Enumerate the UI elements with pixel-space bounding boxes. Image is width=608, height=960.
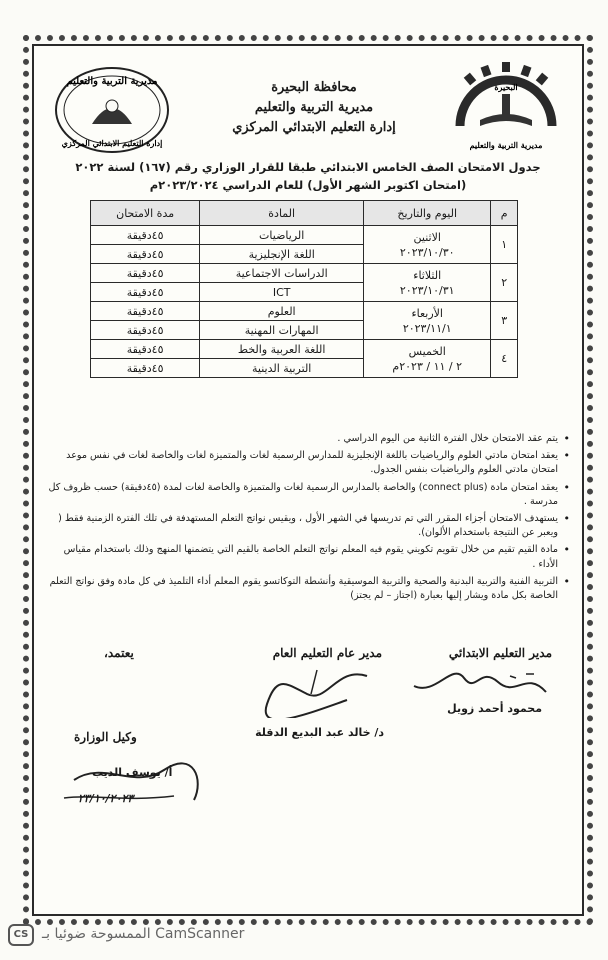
row-number: ٢ <box>491 264 518 302</box>
header-duration: مدة الامتحان <box>91 201 200 226</box>
row-number: ١ <box>491 226 518 264</box>
row-subject: اللغة الإنجليزية <box>200 245 364 264</box>
row-duration: ٤٥دقيقة <box>91 283 200 302</box>
row-duration: ٤٥دقيقة <box>91 264 200 283</box>
row-subject: الدراسات الاجتماعية <box>200 264 364 283</box>
row-date: ٢٠٢٣/١١/١ <box>402 321 452 335</box>
scanner-footer <box>8 920 308 950</box>
row-subject: التربية الدينية <box>200 359 364 378</box>
notes-list <box>48 432 570 606</box>
row-day-date <box>364 302 491 340</box>
row-duration: ٤٥دقيقة <box>91 302 200 321</box>
row-date: ٢٠٢٣/١٠/٣١ <box>399 283 455 297</box>
logo-left-line1: مديرية التربية والتعليم <box>66 76 158 87</box>
row-number: ٣ <box>491 302 518 340</box>
header-number: م <box>491 201 518 226</box>
row-day: الأربعاء <box>411 306 443 320</box>
camscanner-logo-icon: CS <box>8 924 34 946</box>
row-subject: العلوم <box>200 302 364 321</box>
primary-director-signature <box>406 664 556 704</box>
note-item: • يعقد امتحان مادة (connect plus) والخاصة بالمدارس الرسمية لغات والمتميزة والخاصة لغات لمدة (٤٥دقيقة) حسب ظروف كل مدرسة . <box>48 481 570 509</box>
row-date: ٢ / ١١ / ٢٠٢٣م <box>392 359 463 373</box>
row-subject: الرياضيات <box>200 226 364 245</box>
table-row <box>91 226 518 245</box>
general-director-name: د/ خالد عبد البديع الدقلة <box>255 726 384 739</box>
header-day-date: اليوم والتاريخ <box>364 201 491 226</box>
row-day-date <box>364 264 491 302</box>
directorate-seal-logo <box>52 62 172 158</box>
document-sheet <box>32 44 584 916</box>
row-day: الخميس <box>408 344 446 358</box>
table-row <box>91 302 518 321</box>
row-day: الاثنين <box>413 230 441 244</box>
signatures-block <box>34 646 582 805</box>
title-line-2: (امتحان اكتوبر الشهر الأول) للعام الدراسي ٢٠٢٣/٢٠٢٤م <box>149 178 467 192</box>
row-duration: ٤٥دقيقة <box>91 340 200 359</box>
row-duration: ٤٥دقيقة <box>91 245 200 264</box>
row-day-date <box>364 226 491 264</box>
general-director-title: مدير عام التعليم العام <box>272 646 382 660</box>
logo-right-top: البحيرة <box>494 82 518 92</box>
exam-schedule-table <box>90 200 518 378</box>
camscanner-watermark-text: CamScanner الممسوحة ضوئيا بـ <box>42 926 245 942</box>
row-day-date <box>364 340 491 378</box>
table-header-row <box>91 201 518 226</box>
row-duration: ٤٥دقيقة <box>91 226 200 245</box>
row-duration: ٤٥دقيقة <box>91 359 200 378</box>
directorate-name: مديرية التربية والتعليم <box>254 100 374 115</box>
note-item: • التربية الفنية والتربية البدنية والصحية والتربية الموسيقية وأنشطة التوكاتسو يقوم المعلم أداء التلميذ في كل مادة وفق نواتج التعلم الخاصة بكل مادة ويشار إليها بعبارة (اجتاز – لم يجتز) <box>48 575 570 603</box>
administration-name: إدارة التعليم الابتدائي المركزي <box>232 120 396 135</box>
row-subject: اللغة العربية والخط <box>200 340 364 359</box>
header-text-block <box>184 78 444 138</box>
logo-left-line2: إدارة التعليم الابتدائي المركزي <box>61 138 163 148</box>
title-line-1: جدول الامتحان الصف الخامس الابتدائي طبقا للقرار الوزاري رقم (١٦٧) لسنة ٢٠٢٢ <box>75 160 541 174</box>
governorate-name: محافظة البحيرة <box>271 80 357 95</box>
logo-right-caption: مديرية التربية والتعليم <box>469 140 543 150</box>
document-header <box>34 54 582 164</box>
undersecretary-date: ٢٣/١٠/٢٠٢٣ <box>78 792 134 805</box>
note-item: • يتم عقد الامتحان خلال الفترة الثانية من اليوم الدراسي . <box>48 432 570 446</box>
table-row <box>91 340 518 359</box>
note-item: • يعقد امتحان مادتي العلوم والرياضيات باللغة الإنجليزية للمدارس الرسمية لغات والمتميزة لغات والخاصة لغات في نفس موعد امتحان مادتي العلوم والرياضيات بنفس الجدول. <box>48 449 570 477</box>
primary-director-title: مدير التعليم الابتدائي <box>448 646 552 660</box>
row-duration: ٤٥دقيقة <box>91 321 200 340</box>
undersecretary-title: وكيل الوزارة <box>74 730 137 744</box>
row-number: ٤ <box>491 340 518 378</box>
row-day: الثلاثاء <box>413 268 442 282</box>
header-subject: المادة <box>200 201 364 226</box>
row-subject: ICT <box>200 283 364 302</box>
ministry-gear-logo <box>446 60 566 156</box>
primary-director-name: محمود أحمد زويل <box>447 702 542 715</box>
row-subject: المهارات المهنية <box>200 321 364 340</box>
undersecretary-name: أ/ يوسف الديب <box>92 766 173 779</box>
table-row <box>91 264 518 283</box>
row-date: ٢٠٢٣/١٠/٣٠ <box>399 245 455 259</box>
note-item: • مادة القيم تقيم من خلال تقويم تكويني يقوم فيه المعلم نواتج التعلم الخاصة بالقيم التي يتضمنها المنهج وذلك باستخدام مقياس الأداء . <box>48 543 570 571</box>
general-director-signature <box>247 664 377 718</box>
document-title <box>34 158 582 194</box>
note-item: • يستهدف الامتحان أجزاء المقرر التي تم تدريسها في الشهر الأول ، ويقيس نواتج التعلم المستهدفة في تلك الفترة الزمنية فقط ( ويعبر عن النتيجة باستخدام الألوان). <box>48 512 570 540</box>
approval-label: يعتمد، <box>104 646 134 660</box>
